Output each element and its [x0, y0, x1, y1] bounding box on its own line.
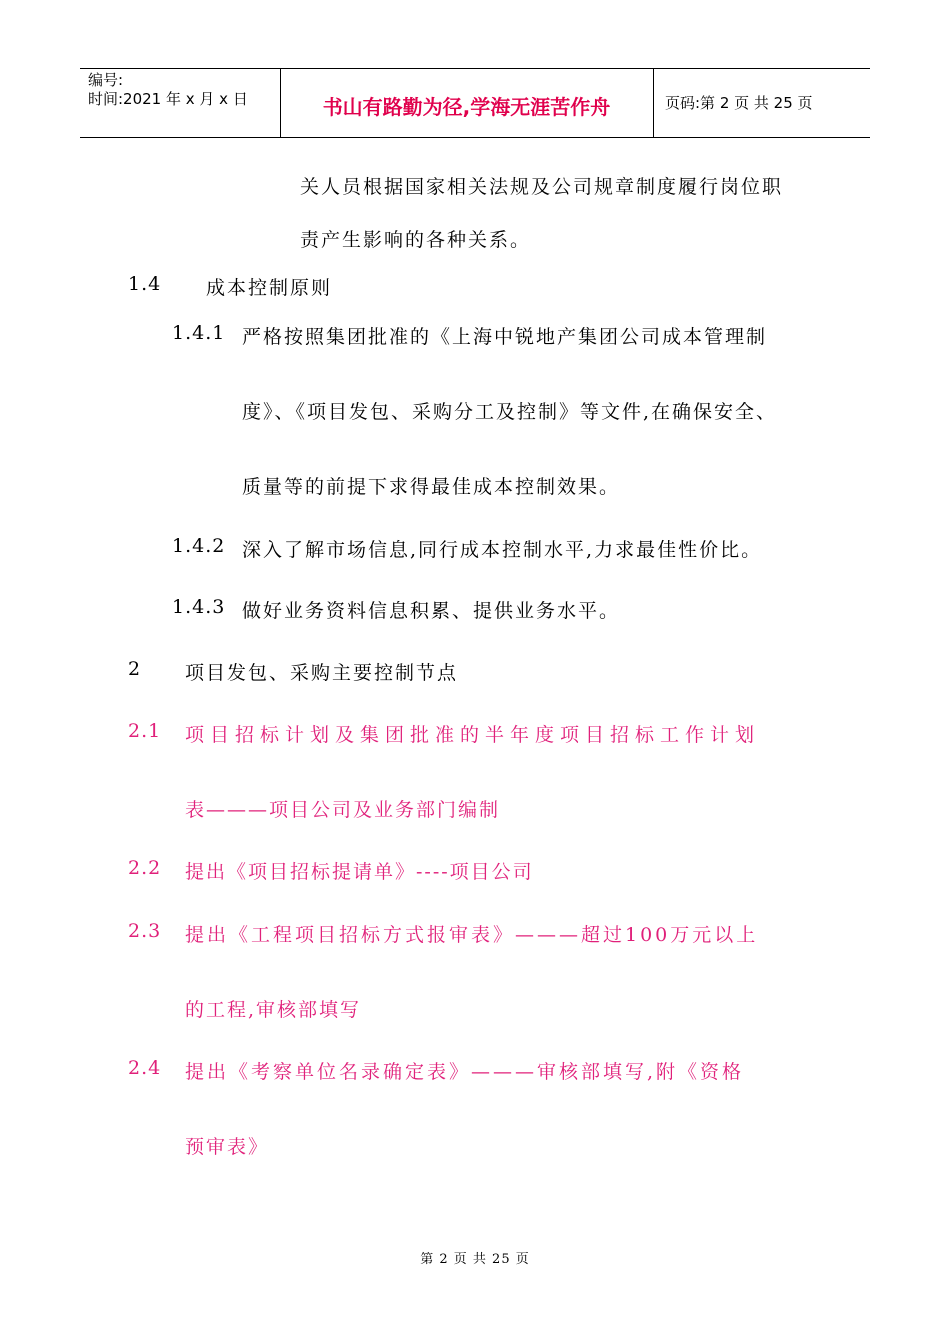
paragraph-line: 深入了解市场信息,同行成本控制水平,力求最佳性价比。: [242, 539, 763, 561]
doc-time-label: 时间:2021 年 x 月 x 日: [88, 90, 248, 108]
page-footer: 第 2 页 共 25 页: [420, 1252, 530, 1267]
header-divider: [653, 69, 654, 137]
section-number: 1.4.3: [172, 596, 226, 618]
section-number: 1.4.1: [172, 322, 226, 344]
section-number: 1.4.2: [172, 535, 226, 557]
paragraph-line: 项目招标计划及集团批准的半年度项目招标工作计划: [185, 724, 761, 746]
section-number: 2.2: [128, 857, 162, 879]
paragraph-line: 责产生影响的各种关系。: [300, 229, 532, 251]
header-motto: 书山有路勤为径,学海无涯苦作舟: [322, 95, 611, 119]
paragraph-line: 提出《工程项目招标方式报审表》———超过100万元以上: [185, 924, 759, 946]
paragraph-line: 质量等的前提下求得最佳成本控制效果。: [242, 476, 621, 498]
paragraph-line: 的工程,审核部填写: [185, 999, 362, 1021]
paragraph-line: 提出《项目招标提请单》----项目公司: [185, 861, 534, 883]
section-number: 2.1: [128, 720, 162, 742]
document-header: [80, 68, 870, 138]
section-number: 2.3: [128, 920, 162, 942]
header-page-info: 页码:第 2 页 共 25 页: [665, 94, 813, 112]
section-number: 2.4: [128, 1057, 162, 1079]
paragraph-line: 提出《考察单位名录确定表》———审核部填写,附《资格: [185, 1061, 745, 1083]
paragraph-line: 预审表》: [185, 1136, 270, 1158]
section-number: 1.4: [128, 273, 162, 295]
paragraph-line: 严格按照集团批准的《上海中锐地产集团公司成本管理制: [242, 326, 768, 348]
paragraph-line: 表———项目公司及业务部门编制: [185, 799, 501, 821]
section-title: 成本控制原则: [206, 277, 333, 299]
header-meta: [88, 71, 248, 109]
paragraph-line: 度》、《项目发包、采购分工及控制》等文件,在确保安全、: [242, 401, 778, 423]
doc-number-label: 编号:: [88, 71, 124, 89]
section-number: 2: [128, 658, 142, 680]
paragraph-line: 做好业务资料信息积累、提供业务水平。: [242, 600, 621, 622]
paragraph-line: 关人员根据国家相关法规及公司规章制度履行岗位职: [300, 176, 784, 198]
section-title: 项目发包、采购主要控制节点: [185, 662, 459, 684]
